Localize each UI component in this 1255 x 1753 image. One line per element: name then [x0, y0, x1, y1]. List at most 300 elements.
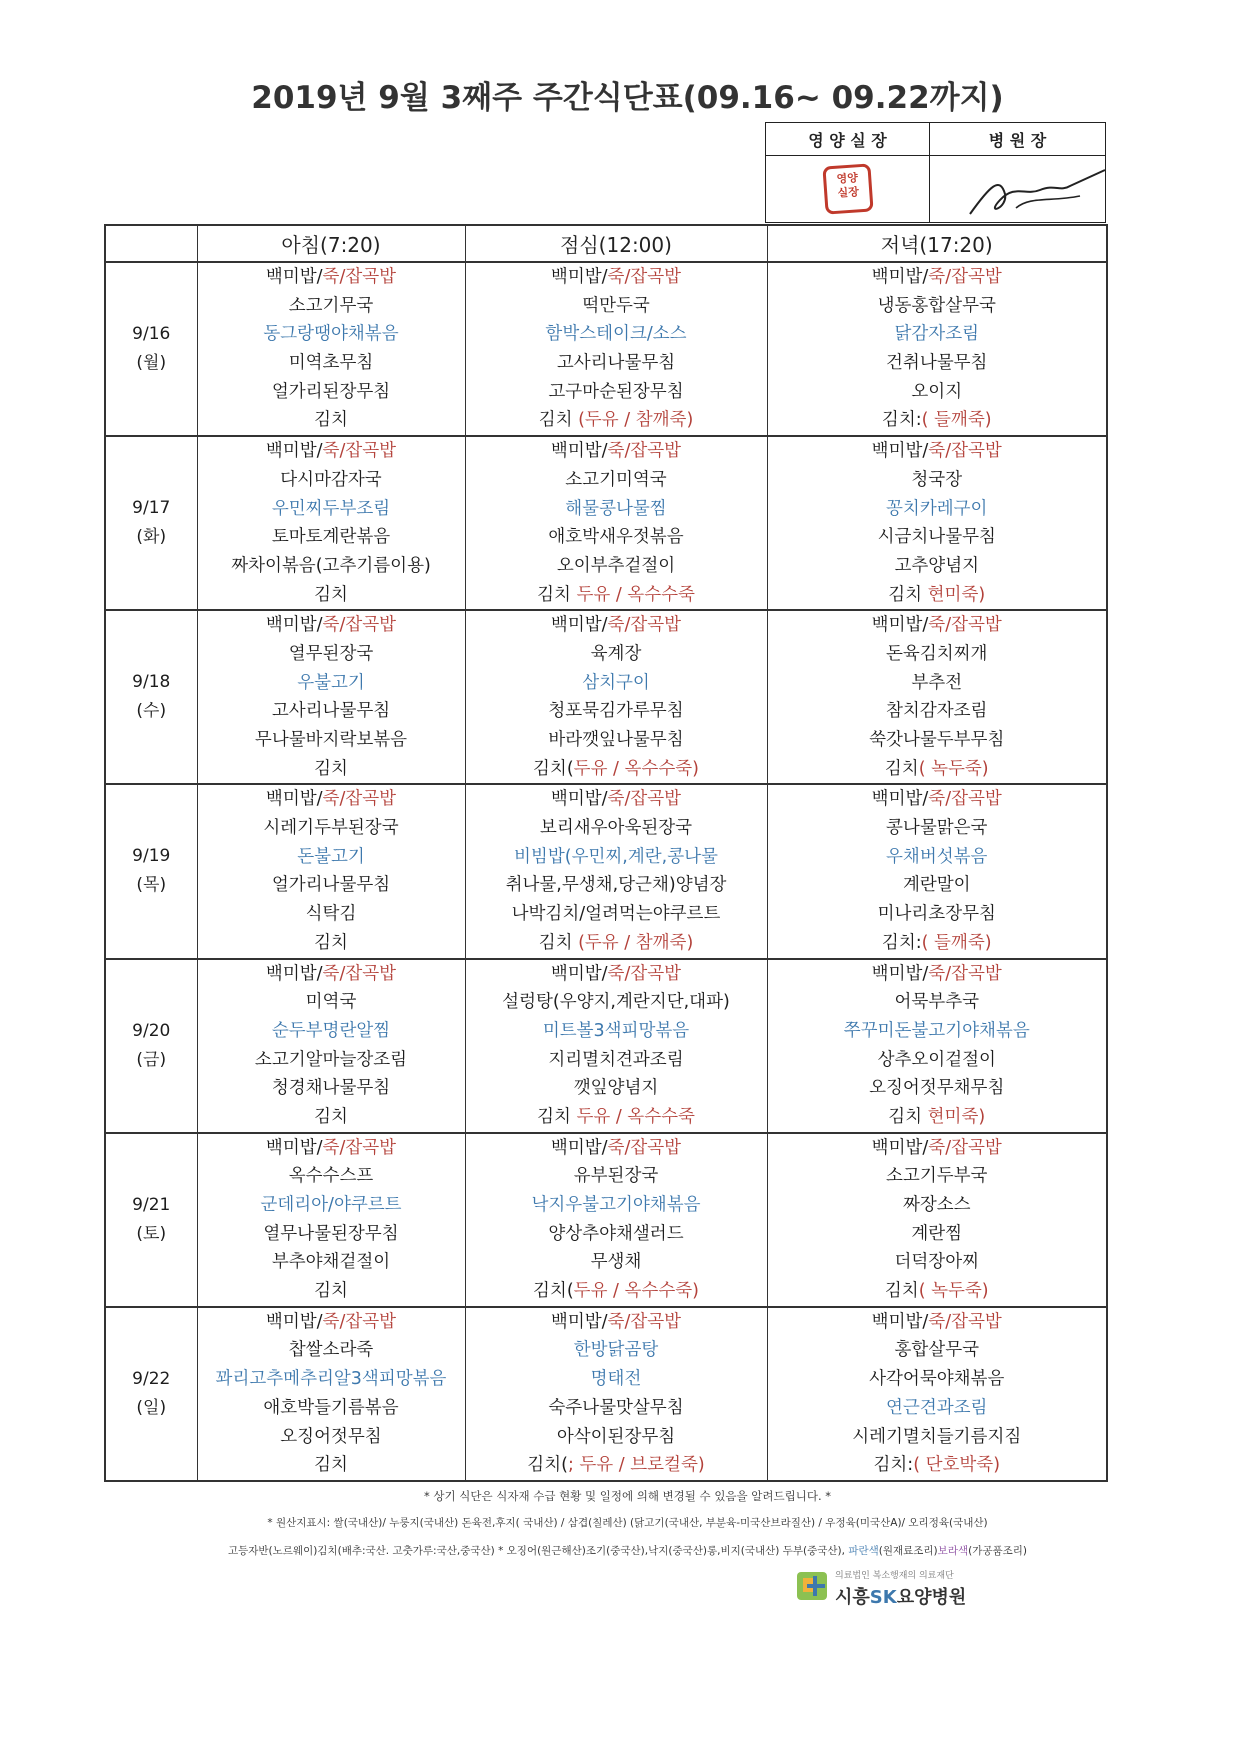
menu-item-text: 백미밥/: [265, 789, 323, 810]
menu-item: [466, 697, 767, 726]
menu-item: [768, 871, 1107, 900]
menu-item-text: 죽/잡곡밥: [928, 1137, 1002, 1158]
menu-item-text: 애호박들기름볶음: [263, 1397, 399, 1418]
blue-legend-desc: (원재료조리): [878, 1545, 938, 1557]
menu-item-text: 김치: [888, 1106, 928, 1127]
breakfast-cell: [197, 959, 465, 1133]
lunch-cell: [465, 262, 767, 436]
menu-item-text: 얼가리나물무침: [271, 875, 391, 896]
date-label: 9/21: [132, 1194, 171, 1215]
menu-item: [466, 640, 767, 669]
menu-item: [768, 960, 1107, 989]
menu-item-text: 냉동홍합살무국: [877, 295, 996, 316]
menu-item: [466, 1162, 767, 1191]
menu-item: [198, 843, 465, 872]
menu-item: [198, 726, 465, 755]
menu-item: [768, 581, 1107, 610]
menu-item-text: 열무나물된장무침: [263, 1223, 399, 1244]
origin-notice-text: 고등자반(노르웨이)김치(배추:국산. 고춧가루:국산,중국산) * 오징어(원근해산)조기(중국산),낙지(중국산)롱,비지(국내산) 두부(중국산),: [227, 1545, 849, 1557]
menu-item-text: 소고기두부국: [886, 1166, 988, 1187]
menu-item: [768, 292, 1107, 321]
menu-item-text: 부추야채겉절이: [271, 1252, 391, 1273]
menu-item-text: 미나리초장무침: [877, 904, 996, 925]
menu-item-text: 김치: [537, 584, 577, 605]
menu-item-text: 죽/잡곡밥: [928, 963, 1002, 984]
menu-item: [198, 1162, 465, 1191]
menu-item: [198, 1277, 465, 1306]
day-cell: [105, 262, 197, 436]
menu-item: [768, 466, 1107, 495]
menu-item-text: 백미밥/: [871, 1311, 929, 1332]
menu-item-text: 시레기두부된장국: [263, 818, 399, 839]
menu-item: [466, 1423, 767, 1452]
menu-item: [768, 1423, 1107, 1452]
menu-item: [198, 669, 465, 698]
menu-item-text: 오이부추겉절이: [556, 555, 676, 576]
menu-item-text: 양상추야채샐러드: [548, 1223, 684, 1244]
menu-item-text: 김치(: [527, 1455, 568, 1476]
menu-item-text: 김치: [884, 758, 919, 779]
menu-item-text: 김치:: [881, 410, 922, 431]
menu-item-text: 해물콩나물찜: [565, 498, 667, 519]
lunch-cell: [465, 610, 767, 784]
menu-item-text: 콩나물맑은국: [886, 818, 988, 839]
menu-item: [466, 1134, 767, 1163]
menu-item: [768, 726, 1107, 755]
menu-item: [768, 988, 1107, 1017]
menu-item: [198, 378, 465, 407]
hospital-logo-icon: [795, 1568, 831, 1604]
menu-item-text: 고추양념지: [894, 555, 980, 576]
menu-item-text: 시금치나물무침: [877, 527, 996, 548]
menu-item: [768, 1074, 1107, 1103]
menu-item-text: 두유 / 옥수수죽: [576, 1106, 695, 1127]
menu-item-text: 백미밥/: [265, 441, 323, 462]
menu-item-text: 청국장: [911, 469, 963, 490]
menu-item: [466, 1248, 767, 1277]
weekday-label: (일): [136, 1397, 167, 1418]
menu-item: [466, 523, 767, 552]
menu-item-text: 백미밥/: [550, 1137, 608, 1158]
menu-item-text: 백미밥/: [265, 1137, 323, 1158]
menu-item: [198, 960, 465, 989]
menu-item-text: 명태전: [590, 1369, 642, 1390]
menu-item-text: 백미밥/: [871, 615, 929, 636]
dinner-cell: [767, 436, 1107, 610]
day-row: [105, 262, 1107, 436]
menu-item-text: 취나물,무생채,당근채)양념장: [505, 875, 727, 896]
menu-item-text: 더덕장아찌: [894, 1252, 980, 1273]
menu-item-text: ; 두유 / 브로컬죽): [567, 1455, 705, 1476]
date-label: 9/22: [132, 1368, 171, 1389]
menu-item: [466, 929, 767, 958]
menu-item: [198, 349, 465, 378]
menu-item: [466, 437, 767, 466]
menu-item: [768, 1308, 1107, 1337]
blue-legend: 파란색: [848, 1545, 879, 1557]
menu-item-text: 한방닭곰탕: [573, 1340, 659, 1361]
menu-item-text: 소고기미역국: [565, 469, 667, 490]
menu-item: [198, 523, 465, 552]
menu-item: [466, 611, 767, 640]
date-label: 9/17: [132, 498, 171, 519]
weekday-label: (토): [136, 1223, 167, 1244]
menu-item-text: 토마토계란볶음: [271, 527, 391, 548]
menu-item-text: 김치: [538, 410, 579, 431]
menu-item-text: 두유 / 옥수수죽): [573, 1281, 699, 1302]
menu-item: [466, 466, 767, 495]
menu-item-text: 순두부명란알찜: [271, 1020, 391, 1041]
menu-item-text: 소고기알마늘장조림: [254, 1049, 408, 1070]
menu-item: [768, 263, 1107, 292]
day-row: [105, 959, 1107, 1133]
menu-item: [466, 988, 767, 1017]
menu-item: [466, 1365, 767, 1394]
menu-item-text: 열무된장국: [288, 643, 374, 664]
menu-item-text: 죽/잡곡밥: [928, 267, 1002, 287]
menu-item-text: 백미밥/: [550, 1311, 608, 1332]
menu-item: [198, 871, 465, 900]
menu-item: [198, 755, 465, 784]
menu-item-text: 낙지우불고기야채볶음: [531, 1195, 701, 1215]
menu-item-text: 죽/잡곡밥: [607, 1311, 682, 1332]
menu-item: [466, 785, 767, 814]
menu-item-text: 김치: [314, 410, 348, 431]
menu-item-text: 죽/잡곡밥: [322, 1137, 397, 1158]
menu-item-text: 죽/잡곡밥: [607, 1137, 682, 1158]
breakfast-cell: [197, 610, 465, 784]
menu-item: [768, 349, 1107, 378]
menu-item: [198, 466, 465, 495]
menu-item: [768, 1134, 1107, 1163]
menu-item: [768, 406, 1107, 435]
menu-item-text: 식탁김: [305, 904, 357, 925]
menu-item-text: ( 녹두죽): [918, 758, 989, 779]
menu-item: [768, 669, 1107, 698]
menu-item: [466, 495, 767, 524]
menu-item: [768, 814, 1107, 843]
menu-item: [466, 843, 767, 872]
menu-item-text: 김치:: [881, 932, 922, 953]
menu-item: [768, 1336, 1107, 1365]
menu-item: [466, 1046, 767, 1075]
menu-item-text: 죽/잡곡밥: [928, 441, 1002, 462]
menu-item-text: 어묵부추국: [894, 992, 980, 1013]
menu-item-text: 돈육김치찌개: [886, 643, 988, 664]
menu-item-text: 죽/잡곡밥: [322, 963, 397, 984]
menu-item: [466, 349, 767, 378]
menu-item: [466, 292, 767, 321]
menu-item-text: 죽/잡곡밥: [607, 267, 682, 287]
dinner-cell: [767, 262, 1107, 436]
menu-item-text: 짜차이볶음(고추기름이용): [231, 555, 431, 576]
menu-item-text: (두유 / 참깨죽): [578, 932, 694, 953]
day-cell: [105, 784, 197, 958]
day-cell: [105, 610, 197, 784]
lunch-cell: [465, 1307, 767, 1481]
day-row: [105, 436, 1107, 610]
menu-item-text: 백미밥/: [265, 615, 323, 636]
menu-item: [768, 697, 1107, 726]
lunch-cell: [465, 1133, 767, 1307]
lunch-cell: [465, 959, 767, 1133]
menu-item: [198, 1017, 465, 1046]
menu-item-text: 백미밥/: [871, 441, 929, 462]
menu-item-text: 바라깻잎나물무침: [548, 730, 684, 750]
menu-item: [466, 960, 767, 989]
menu-item-text: 죽/잡곡밥: [607, 963, 682, 984]
menu-item: [466, 552, 767, 581]
menu-item: [198, 1308, 465, 1337]
menu-item-text: 우민찌두부조림: [271, 498, 391, 519]
menu-item-text: 떡만두국: [582, 295, 650, 316]
menu-item-text: 다시마감자국: [280, 469, 382, 490]
menu-item: [198, 495, 465, 524]
menu-item: [466, 406, 767, 435]
menu-item: [768, 1103, 1107, 1132]
weekday-label: (화): [136, 527, 167, 548]
menu-item-text: 건취나물무침: [886, 353, 988, 374]
page-title: 2019년 9월 3째주 주간식단표(09.16~ 09.22까지): [251, 80, 1004, 116]
menu-item: [768, 900, 1107, 929]
menu-item-text: (두유 / 참깨죽): [578, 410, 694, 431]
corner-cell: [105, 225, 197, 262]
menu-item: [466, 1074, 767, 1103]
menu-item: [768, 1162, 1107, 1191]
menu-item-text: 미역국: [305, 992, 357, 1013]
menu-item-text: 백미밥/: [265, 1311, 323, 1332]
day-row: [105, 1133, 1107, 1307]
menu-item-text: 지리멸치견과조림: [548, 1049, 684, 1070]
menu-item-text: 백미밥/: [871, 789, 929, 810]
date-label: 9/16: [132, 324, 171, 345]
menu-item-text: 부추전: [911, 672, 963, 693]
weekday-label: (금): [136, 1049, 167, 1070]
menu-item: [768, 1046, 1107, 1075]
weekday-label: (월): [136, 353, 167, 374]
menu-item-text: 백미밥/: [871, 963, 929, 984]
menu-item-text: 백미밥/: [550, 963, 608, 984]
menu-item: [466, 1220, 767, 1249]
menu-item: [198, 1394, 465, 1423]
menu-item-text: 죽/잡곡밥: [928, 1311, 1002, 1332]
menu-item: [466, 814, 767, 843]
day-cell: [105, 436, 197, 610]
menu-item-text: 김치: [314, 1281, 348, 1302]
menu-item-text: 죽/잡곡밥: [607, 789, 682, 810]
menu-item: [466, 1394, 767, 1423]
menu-item-text: 죽/잡곡밥: [928, 615, 1002, 636]
menu-item-text: 김치(: [533, 758, 574, 779]
menu-item: [198, 1046, 465, 1075]
menu-item: [198, 263, 465, 292]
menu-item: [198, 1191, 465, 1220]
approval-box: [765, 122, 1106, 223]
menu-item-text: 백미밥/: [550, 615, 608, 636]
day-row: [105, 1307, 1107, 1481]
menu-item-text: 백미밥/: [265, 963, 323, 984]
menu-item: [768, 1394, 1107, 1423]
menu-item: [198, 1103, 465, 1132]
menu-item-text: 함박스테이크/소스: [545, 324, 687, 345]
menu-item-text: 계란찜: [911, 1223, 963, 1244]
menu-item: [198, 640, 465, 669]
hospital-logo: [795, 1568, 967, 1608]
menu-item-text: 오징어젓무채무침: [869, 1078, 1005, 1099]
dinner-cell: [767, 784, 1107, 958]
director-signature: [930, 156, 1106, 222]
dietitian-seal-cell: [766, 156, 930, 223]
menu-item-text: 두유 / 옥수수죽): [573, 758, 699, 779]
menu-item: [198, 988, 465, 1017]
menu-item-text: 소고기무국: [288, 295, 374, 316]
menu-item: [466, 669, 767, 698]
menu-item: [768, 611, 1107, 640]
weekday-label: (목): [136, 875, 167, 896]
menu-item-text: 백미밥/: [550, 789, 608, 810]
origin-notice: * 원산지표시: 쌀(국내산)/ 누룽지(국내산) 돈육전,후지( 국내산) / 삼겹(칠레산) (닭고기(국내산, 부분육-미국산브라질산) / 우정육(미국산A)/ 오리정육(국내산): [267, 1517, 988, 1529]
menu-item: [198, 581, 465, 610]
menu-item: [198, 552, 465, 581]
menu-item: [198, 1365, 465, 1394]
menu-item-text: 청경채나물무침: [271, 1078, 391, 1099]
menu-item-text: 백미밥/: [871, 1137, 929, 1158]
menu-item-text: 설렁탕(우양지,계란지단,대파): [502, 992, 730, 1013]
menu-item: [768, 785, 1107, 814]
menu-item-text: 백미밥/: [871, 267, 929, 287]
menu-item-text: 죽/잡곡밥: [322, 267, 397, 287]
menu-item-text: 죽/잡곡밥: [322, 789, 397, 810]
menu-item-text: 육계장: [590, 643, 642, 664]
header-lunch: 점심(12:00): [465, 225, 767, 262]
menu-item-text: 돈불고기: [297, 846, 365, 867]
menu-item-text: 무나물바지락보볶음: [254, 730, 408, 750]
menu-item: [768, 1277, 1107, 1306]
menu-item-text: 아삭이된장무침: [556, 1426, 676, 1447]
menu-item-text: 고사리나물무침: [556, 353, 676, 374]
menu-item: [198, 1451, 465, 1480]
menu-item: [768, 929, 1107, 958]
menu-item: [768, 1191, 1107, 1220]
menu-item-text: 오이지: [911, 381, 963, 402]
menu-item: [768, 378, 1107, 407]
menu-item: [466, 1451, 767, 1480]
menu-item-text: 옥수수스프: [288, 1166, 374, 1187]
menu-item: [466, 871, 767, 900]
director-signature-cell: [930, 156, 1106, 223]
breakfast-cell: [197, 436, 465, 610]
menu-item: [768, 1248, 1107, 1277]
menu-item: [466, 726, 767, 755]
purple-legend-desc: (가공품조리): [968, 1545, 1028, 1557]
menu-item-text: 백미밥/: [265, 267, 323, 287]
menu-item-text: 김치: [314, 1455, 348, 1476]
menu-item-text: 사각어묵야채볶음: [869, 1369, 1005, 1390]
menu-item: [198, 406, 465, 435]
menu-item: [198, 611, 465, 640]
menu-item-text: 김치: [888, 584, 928, 605]
breakfast-cell: [197, 1307, 465, 1481]
menu-item-text: 얼가리된장무침: [271, 381, 391, 402]
menu-item-text: 미역초무침: [288, 353, 374, 374]
menu-item: [198, 785, 465, 814]
menu-item: [466, 755, 767, 784]
hospital-name: 시흥SK요양병원: [835, 1587, 967, 1608]
menu-item-text: 고구마순된장무침: [548, 381, 684, 402]
dinner-cell: [767, 959, 1107, 1133]
menu-item-text: 애호박새우젓볶음: [548, 527, 684, 548]
menu-item: [198, 1220, 465, 1249]
menu-item-text: 쭈꾸미돈불고기야채볶음: [843, 1020, 1030, 1041]
menu-item-text: 쑥갓나물두부무침: [869, 730, 1005, 750]
dinner-cell: [767, 610, 1107, 784]
menu-item-text: 비빔밥(우민찌,계란,콩나물: [514, 846, 718, 867]
menu-item-text: 우불고기: [297, 672, 365, 693]
day-row: [105, 610, 1107, 784]
menu-item: [466, 1308, 767, 1337]
menu-item: [466, 263, 767, 292]
breakfast-cell: [197, 1133, 465, 1307]
menu-item-text: 두유 / 옥수수죽: [576, 584, 695, 605]
menu-item-text: 김치(: [533, 1281, 574, 1302]
day-cell: [105, 959, 197, 1133]
menu-item-text: ( 단호박죽): [913, 1455, 1001, 1476]
lunch-cell: [465, 784, 767, 958]
menu-item-text: 죽/잡곡밥: [607, 441, 682, 462]
menu-item-text: 깻잎양념지: [573, 1078, 659, 1099]
menu-item-text: 김치: [314, 1106, 348, 1127]
menu-item: [198, 697, 465, 726]
dinner-cell: [767, 1307, 1107, 1481]
menu-item: [198, 1074, 465, 1103]
menu-item-text: 무생채: [590, 1252, 642, 1273]
menu-item: [198, 1336, 465, 1365]
day-row: [105, 784, 1107, 958]
menu-item-text: 김치: [314, 758, 348, 779]
menu-item-text: 동그랑땡야채볶음: [263, 324, 399, 345]
menu-item-text: 군데리아/야쿠르트: [260, 1195, 402, 1215]
menu-item: [466, 1103, 767, 1132]
menu-item-text: 꽈리고추메추리알3색피망볶음: [215, 1369, 447, 1390]
header-breakfast: 아침(7:20): [197, 225, 465, 262]
menu-item-text: 홍합살무국: [894, 1340, 980, 1361]
weekly-menu-table: [104, 224, 1108, 1482]
menu-item-text: 현미죽): [927, 1106, 986, 1127]
day-cell: [105, 1307, 197, 1481]
menu-item: [768, 755, 1107, 784]
menu-item: [198, 900, 465, 929]
origin-notice-2: [0, 1543, 1255, 1558]
menu-item: [466, 1277, 767, 1306]
dietitian-label: 영 양 실 장: [766, 123, 930, 156]
menu-item: [768, 1365, 1107, 1394]
menu-item-text: 죽/잡곡밥: [322, 1311, 397, 1332]
menu-item-text: 죽/잡곡밥: [322, 615, 397, 636]
menu-item-text: 숙주나물맛살무침: [548, 1397, 684, 1418]
menu-item-text: 우채버섯볶음: [886, 846, 988, 867]
menu-item-text: ( 들깨죽): [921, 410, 992, 431]
breakfast-cell: [197, 262, 465, 436]
date-label: 9/19: [132, 846, 171, 867]
hospital-foundation: 의료법인 복소행재의 의료재단: [835, 1571, 954, 1581]
menu-item-text: 닭감자조림: [894, 324, 980, 345]
menu-item-text: 꽁치카레구이: [886, 498, 988, 519]
menu-item: [768, 437, 1107, 466]
menu-item: [198, 1423, 465, 1452]
menu-item: [198, 1134, 465, 1163]
menu-item: [198, 1248, 465, 1277]
menu-item: [198, 929, 465, 958]
